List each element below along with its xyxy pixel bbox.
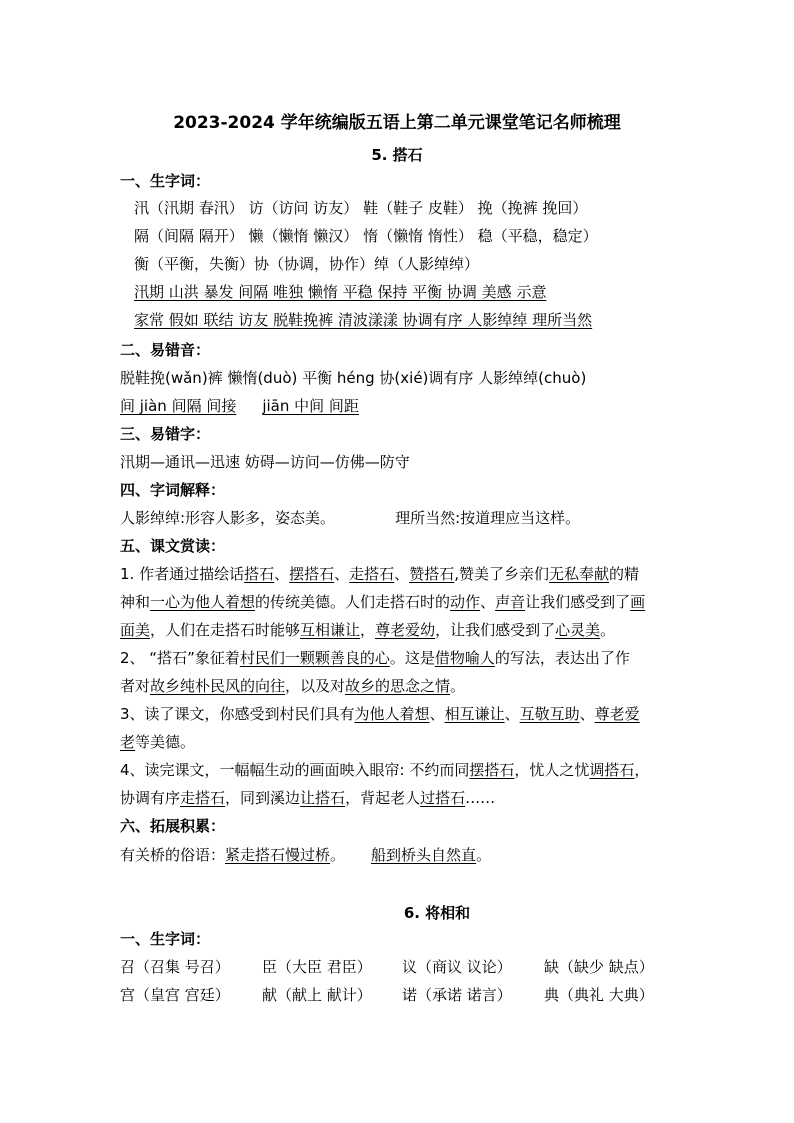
underlined-text: 调搭石 <box>589 761 635 779</box>
appreciation-p2-line-1 <box>120 648 630 668</box>
underlined-text: 紧走搭石慢过桥 <box>225 846 331 864</box>
text-span: ， <box>360 621 376 639</box>
text-span: 的传统美德。人们走搭石时的 <box>255 593 451 611</box>
underlined-text: 心灵美 <box>555 621 601 639</box>
text-span: ，背起老人 <box>345 789 421 807</box>
underlined-text: 摆搭石 <box>289 565 335 583</box>
underlined-text: 互敬互助 <box>519 705 580 723</box>
underlined-text: 借物喻人 <box>434 649 495 667</box>
appreciation-p1-line-2 <box>120 592 645 612</box>
definition-lisuodangran: 理所当然:按道理应当这样。 <box>395 509 581 527</box>
underlined-text: 动作 <box>450 593 481 611</box>
appreciation-p3-line-2 <box>120 732 195 752</box>
text-span: 的写法，表达出了作 <box>494 649 630 667</box>
underlined-text: 赞搭石 <box>409 565 455 583</box>
text-span: 。 <box>476 846 492 864</box>
underlined-text: 走搭石 <box>349 565 395 583</box>
definition-renying: 人影绰绰:形容人影多，姿态美。 <box>120 509 336 527</box>
text-span: ，以及对 <box>285 677 346 695</box>
lesson-6-words-row-2 <box>120 985 654 1005</box>
new-words-row-2: 隔（间隔 隔开） 懒（懒惰 懒汉） 惰（懒惰 惰性） 稳（平稳，稳定） <box>134 227 598 245</box>
text-span: ，让我们感受到了 <box>435 621 556 639</box>
vocab-row-1: 汛期 山洪 暴发 间隔 唯独 懒惰 平稳 保持 平衡 协调 美感 示意 <box>134 283 547 301</box>
section-pronunciation-heading: 二、易错音： <box>120 341 211 359</box>
text-span: 有关桥的俗语： <box>120 846 226 864</box>
text-span: 。 <box>330 846 346 864</box>
underlined-text: 让搭石 <box>300 789 346 807</box>
text-span: 3、读了课文，你感受到村民们具有 <box>120 705 355 723</box>
underlined-text: 过搭石 <box>420 789 466 807</box>
pronunciation-row-2 <box>120 396 359 416</box>
text-span: 、 <box>394 565 410 583</box>
misspelling-row-1: 汛期—通讯—迅速 妨碍—访问—仿佛—防守 <box>120 453 410 471</box>
appreciation-p4-line-1 <box>120 760 649 780</box>
text-span: 1. 作者通过描绘话 <box>120 565 245 583</box>
text-span: 协调有序 <box>120 789 181 807</box>
text-span: 。这是 <box>389 649 435 667</box>
underlined-text: 无私奉献 <box>548 565 609 583</box>
section-extension-heading: 六、拓展积累： <box>120 817 226 835</box>
text-span: 、 <box>504 705 520 723</box>
text-span: 召（召集 号召） <box>120 958 230 976</box>
text-span: ,赞美了乡亲们 <box>454 565 549 583</box>
extension-row-1 <box>120 845 491 865</box>
text-span: 、 <box>334 565 350 583</box>
text-span: 、 <box>429 705 445 723</box>
pronunciation-row-1: 脱鞋挽(wǎn)裤 懒惰(duò) 平衡 héng 协(xié)调有序 人影绰绰(chuò) <box>120 369 587 387</box>
underlined-text: 搭石 <box>244 565 275 583</box>
underlined-text: 摆搭石 <box>469 761 515 779</box>
underlined-text: 一心为他人着想 <box>150 593 256 611</box>
underlined-text: 为他人着想 <box>354 705 430 723</box>
underlined-text: 尊老爱幼 <box>375 621 436 639</box>
text-span: 4、读完课文，一幅幅生动的画面映入眼帘: 不约而同 <box>120 761 470 779</box>
text-span: 者对 <box>120 677 151 695</box>
text-span: 2、 “搭石”象征着 <box>120 649 240 667</box>
section-new-words-heading: 一、生字词： <box>120 172 211 190</box>
section-definitions-heading: 四、字词解释： <box>120 481 226 499</box>
underlined-text: 尊老爱 <box>594 705 640 723</box>
appreciation-p3-line-1 <box>120 704 640 724</box>
underlined-text: 老 <box>120 733 136 751</box>
text-span: 的精 <box>609 565 640 583</box>
text-span: 让我们感受到了 <box>525 593 631 611</box>
text-span: ， <box>634 761 650 779</box>
underlined-text: 船到桥头自然直 <box>371 846 477 864</box>
pronunciation-jian4: 间 jiàn 间隔 间接 <box>120 397 237 415</box>
underlined-text: 相互谦让 <box>444 705 505 723</box>
text-span: 诺（承诺 诺言） <box>402 986 512 1004</box>
underlined-text: 故乡的思念之情 <box>345 677 451 695</box>
pronunciation-jian1: jiān 中间 间距 <box>262 397 359 415</box>
text-span: 等美德。 <box>135 733 196 751</box>
lesson-5-heading: 5. 搭石 <box>371 146 423 164</box>
underlined-text: 声音 <box>495 593 526 611</box>
text-span: …… <box>465 789 496 807</box>
text-span: 臣（大臣 君臣） <box>262 958 372 976</box>
text-span: 。 <box>600 621 616 639</box>
underlined-text: 互相谦让 <box>300 621 361 639</box>
text-span: ，人们在走搭石时能够 <box>150 621 301 639</box>
document-title: 2023-2024 学年统编版五语上第二单元课堂笔记名师梳理 <box>173 113 621 133</box>
appreciation-p2-line-2 <box>120 676 465 696</box>
text-span: 、 <box>480 593 496 611</box>
underlined-text: 走搭石 <box>180 789 226 807</box>
text-span: 典（典礼 大典） <box>544 986 654 1004</box>
appreciation-p1-line-3 <box>120 620 615 640</box>
new-words-row-3: 衡（平衡，失衡）协（协调，协作）绰（人影绰绰） <box>134 255 480 273</box>
text-span: 宫（皇宫 宫廷） <box>120 986 230 1004</box>
appreciation-p1-line-1 <box>120 564 639 584</box>
vocab-row-2: 家常 假如 联结 访友 脱鞋挽裤 清波漾漾 协调有序 人影绰绰 理所当然 <box>134 311 593 329</box>
text-span: ，同到溪边 <box>225 789 301 807</box>
text-span: 、 <box>274 565 290 583</box>
definitions-row-1 <box>120 508 580 528</box>
underlined-text: 故乡纯朴民风的向往 <box>150 677 286 695</box>
section-misspelling-heading: 三、易错字： <box>120 425 211 443</box>
section-appreciation-heading: 五、课文赏读： <box>120 537 226 555</box>
text-span: 、 <box>579 705 595 723</box>
text-span: 缺（缺少 缺点） <box>544 958 654 976</box>
lesson-6-heading: 6. 将相和 <box>403 904 471 922</box>
underlined-text: 村民们一颗颗善良的心 <box>239 649 390 667</box>
new-words-row-1: 汛（汛期 春汛） 访（访问 访友） 鞋（鞋子 皮鞋） 挽（挽裤 挽回） <box>134 199 588 217</box>
text-span: 议（商议 议论） <box>402 958 512 976</box>
text-span: 。 <box>450 677 466 695</box>
underlined-text: 面美 <box>120 621 151 639</box>
lesson-6-words-row-1 <box>120 957 654 977</box>
underlined-text: 画 <box>630 593 646 611</box>
text-span: 神和 <box>120 593 151 611</box>
text-span: 献（献上 献计） <box>262 986 372 1004</box>
lesson-6-new-words-heading: 一、生字词： <box>120 930 211 948</box>
appreciation-p4-line-2 <box>120 788 495 808</box>
text-span: ，忧人之忧 <box>514 761 590 779</box>
